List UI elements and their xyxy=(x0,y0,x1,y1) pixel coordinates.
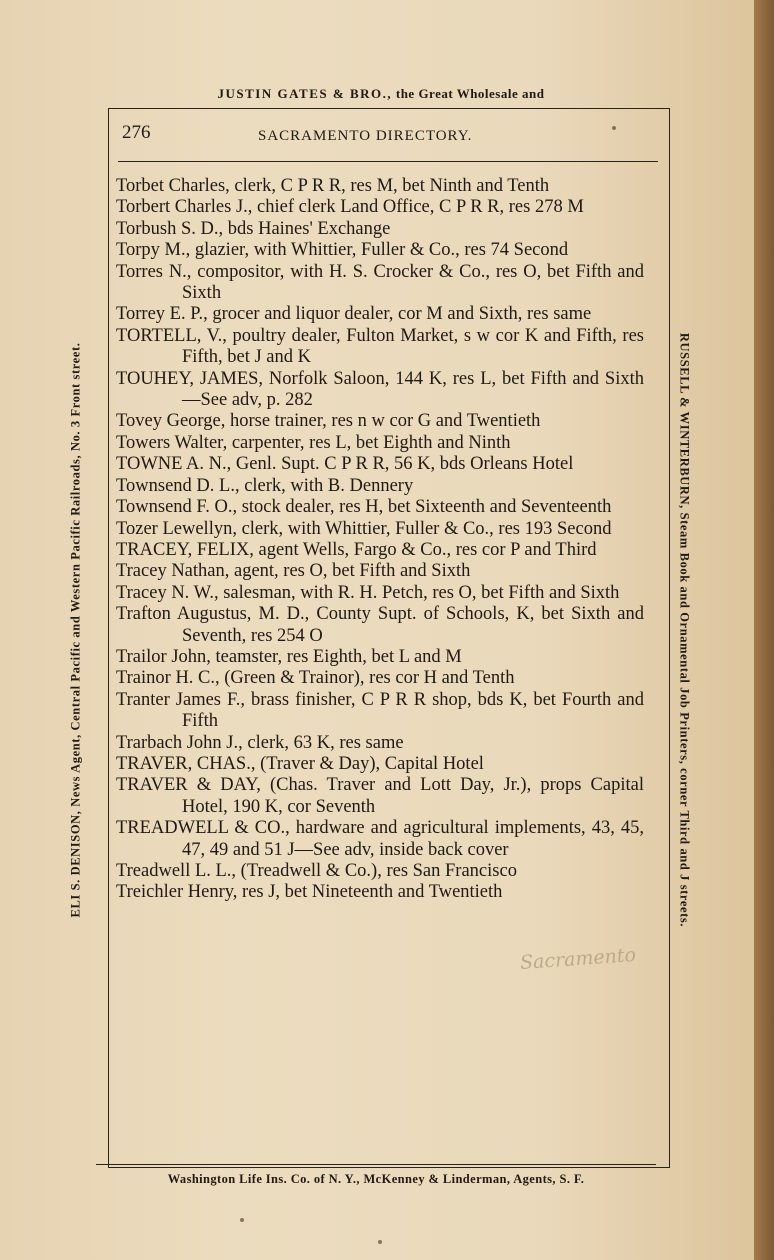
directory-entries xyxy=(116,176,644,904)
left-margin-advert-text: ELI S. DENISON, News Agent, Central Pacific and Western Pacific Railroads, No. 3 Front street. xyxy=(68,342,83,918)
footer-rule xyxy=(96,1164,656,1165)
top-advert-firm: JUSTIN GATES & BRO., xyxy=(217,86,393,101)
directory-entry: Towers Walter, carpenter, res L, bet Eighth and Ninth xyxy=(116,432,511,453)
directory-entry: Tracey N. W., salesman, with R. H. Petch, res O, bet Fifth and Sixth xyxy=(116,582,620,603)
directory-entry: Trarbach John J., clerk, 63 K, res same xyxy=(116,732,404,753)
page-number: 276 xyxy=(122,122,151,143)
directory-entry: Torbert Charles J., chief clerk Land Office, C P R R, res 278 M xyxy=(116,197,584,218)
directory-entry: Townsend D. L., clerk, with B. Dennery xyxy=(116,475,414,496)
header-rule xyxy=(118,161,658,162)
directory-entry: Torbush S. D., bds Haines' Exchange xyxy=(116,218,391,239)
directory-entry: Torrey E. P., grocer and liquor dealer, cor M and Sixth, res same xyxy=(116,304,592,325)
directory-entry: Trafton Augustus, M. D., County Supt. of Schools, K, bet Sixth and Seventh, res 254 O xyxy=(116,604,644,646)
directory-entry: Tozer Lewellyn, clerk, with Whittier, Fuller & Co., res 193 Second xyxy=(116,518,612,539)
directory-entry: Treadwell L. L., (Treadwell & Co.), res San Francisco xyxy=(116,861,517,881)
directory-entry: TORTELL, V., poultry dealer, Fulton Market, s w cor K and Fifth, res Fifth, bet J and K xyxy=(116,325,644,368)
bottom-advertisement: Washington Life Ins. Co. of N. Y., McKenney & Linderman, Agents, S. F. xyxy=(167,1172,585,1186)
directory-entry: Townsend F. O., stock dealer, res H, bet Sixteenth and Seventeenth xyxy=(116,497,612,518)
directory-entry: TRACEY, FELIX, agent Wells, Fargo & Co., res cor P and Third xyxy=(116,539,597,560)
right-margin-advert-text: RUSSELL & WINTERBURN, Steam Book and Ornamental Job Printers, corner Third and J streets. xyxy=(677,332,692,928)
directory-entry: Torres N., compositor, with H. S. Crocker & Co., res O, bet Fifth and Sixth xyxy=(116,261,644,304)
directory-entry: Treichler Henry, res J, bet Nineteenth and Twentieth xyxy=(116,882,503,903)
directory-entry: Tovey George, horse trainer, res n w cor G and Twentieth xyxy=(116,411,541,432)
running-head: SACRAMENTO DIRECTORY. xyxy=(258,128,473,144)
paper-spot xyxy=(240,1218,244,1222)
top-advertisement xyxy=(0,86,762,102)
pencil-annotation: Sacramento xyxy=(519,943,637,975)
directory-entry: TRAVER, CHAS., (Traver & Day), Capital Hotel xyxy=(116,753,484,774)
directory-entry: Tranter James F., brass finisher, C P R R shop, bds K, bet Fourth and Fifth xyxy=(116,689,644,732)
directory-entry: TREADWELL & CO., hardware and agricultural implements, 43, 45, 47, 49 and 51 J—See adv, inside back cover xyxy=(116,818,644,860)
directory-entry: Trailor John, teamster, res Eighth, bet L and M xyxy=(116,646,462,667)
directory-entry: Trainor H. C., (Green & Trainor), res cor H and Tenth xyxy=(116,668,515,689)
top-advert-rest: the Great Wholesale and xyxy=(395,86,545,101)
directory-entry: TOWNE A. N., Genl. Supt. C P R R, 56 K, bds Orleans Hotel xyxy=(116,454,574,475)
directory-entry: TOUHEY, JAMES, Norfolk Saloon, 144 K, res L, bet Fifth and Sixth—See adv, p. 282 xyxy=(116,368,644,411)
book-spine xyxy=(754,0,774,1260)
directory-entry: Tracey Nathan, agent, res O, bet Fifth and Sixth xyxy=(116,561,471,582)
paper-spot xyxy=(612,126,616,130)
directory-entry: TRAVER & DAY, (Chas. Traver and Lott Day, Jr.), props Capital Hotel, 190 K, cor Seventh xyxy=(116,775,644,817)
directory-entry: Torbet Charles, clerk, C P R R, res M, bet Ninth and Tenth xyxy=(116,176,550,196)
paper-spot xyxy=(378,1240,382,1244)
directory-entry: Torpy M., glazier, with Whittier, Fuller & Co., res 74 Second xyxy=(116,240,569,261)
